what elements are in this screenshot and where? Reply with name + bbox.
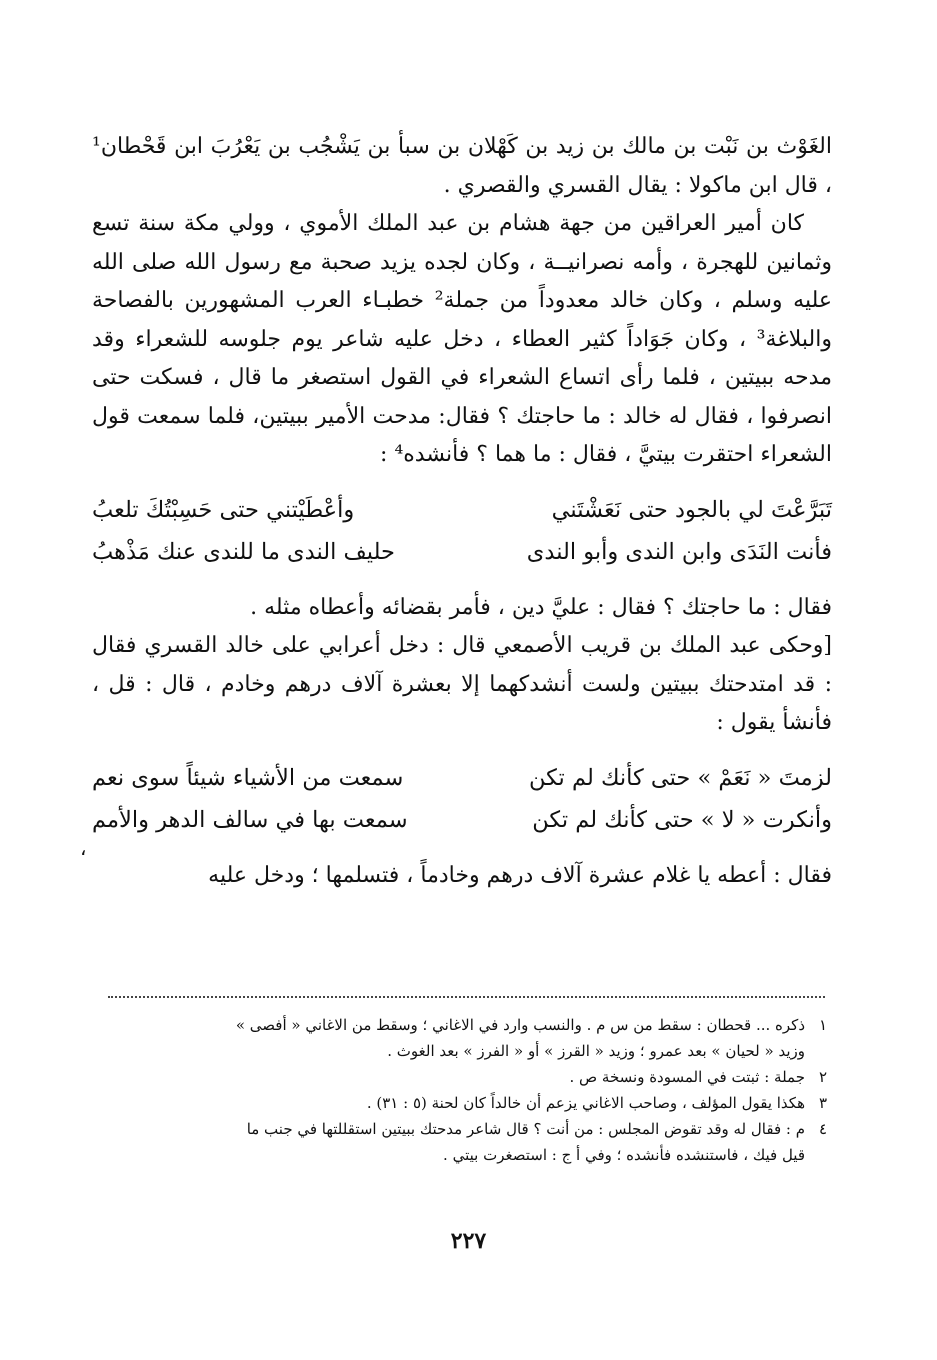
footnote-number: ٢: [818, 1068, 827, 1086]
paragraph-closing: فقال : أعطه يا غلام عشرة آلاف درهم وخادماً ، فتسلمها ؛ ودخل عليه: [208, 862, 832, 888]
footnote-item: [107, 1116, 827, 1168]
verse-first-hemistich: فأنت النَدَى وابن الندى وأبو الندى: [526, 538, 832, 565]
poem-1: [92, 489, 832, 573]
verse-second-hemistich: سمعت بها في سالف الدهر والأمم: [92, 806, 408, 833]
footnote-line: ذكره ... قحطان : سقط من س م . والنسب وارد في الاغاني ؛ وسقط من الاغاني « أفصى »: [235, 1016, 805, 1034]
main-text: [92, 128, 832, 895]
paragraph-asmai: [وحكى عبد الملك بن قريب الأصمعي قال : دخل أعرابي على خالد القسري فقال : قد امتدحتك ببيتين ولست أنشدكهما إلا بعشرة آلاف درهم وخادم ، قال : قل ، فأنشأ يقول :: [92, 633, 832, 735]
verse-second-hemistich: حليف الندى ما للندى عنك مَذْهبُ: [92, 538, 395, 565]
verse-second-hemistich: سمعت من الأشياء شيئاً سوى نعم: [92, 764, 404, 791]
verse-line: [92, 799, 832, 841]
verse-second-hemistich: وأعْطَيْتني حتى حَسِبْتُكَ تلعبُ: [92, 496, 355, 523]
footnote-item: [107, 1012, 827, 1064]
poem-2: [92, 757, 832, 841]
footnotes: [107, 1012, 827, 1168]
footnote-line: هكذا يقول المؤلف ، وصاحب الاغاني يزعم أن خالداً كان لحنة (٥ : ٣١) .: [366, 1094, 805, 1112]
verse-line: [92, 757, 832, 799]
footnote-line: م : فقال له وقد تقوض المجلس : من أنت ؟ قال شاعر مدحتك ببيتين استقللتها في جنب ما: [246, 1120, 805, 1138]
paragraph-lineage: الغَوْث بن نَبْت بن مالك بن زيد بن كَهْلان بن سبأ بن يَشْجُب بن يَعْرُبَ ابن قَحْطان¹ ، قال ابن ماكولا : يقال القسري والقصري .: [92, 134, 832, 198]
footnote-line: جملة : ثبتت في المسودة ونسخة ص .: [569, 1068, 805, 1086]
page-number: ٢٢٧: [450, 1228, 487, 1254]
footnote-item: [107, 1090, 827, 1116]
footnote-line: وزيد « لحيان » بعد عمرو ؛ وزيد « القرز » أو « الفرز » بعد الغوث .: [387, 1042, 805, 1060]
paragraph-biography: كان أمير العراقين من جهة هشام بن عبد الملك الأموي ، وولي مكة سنة تسع وثمانين للهجرة ، وأمه نصرانيــة ، وكان لجده يزيد صحبة مع رسول الله صلى الله عليه وسلم ، وكان خالد معدوداً من جملة² خطبـاء العرب المشهورين بالفصاحة والبلاغة³ ، وكان جَوَاداً كثير العطاء ، دخل عليه شاعر يوم جلوسه للشعراء وقد مدحه ببيتين ، فلما رأى اتساع الشعراء في القول استصغر ما قال ، فسكت حتى انصرفوا ، فقال له خالد : ما حاجتك ؟ فقال: مدحت الأمير ببيتين، فلما سمعت قول الشعراء احتقرت بيتيَّ ، فقال : ما هما ؟ فأنشده⁴ :: [92, 211, 833, 467]
footnote-item: [107, 1064, 827, 1090]
footnote-separator: [108, 996, 825, 998]
verse-first-hemistich: لزمتَ « نَعَمْ » حتى كأنك لم تكن: [529, 764, 832, 791]
verse-first-hemistich: وأنكرت « لا » حتى كأنك لم تكن: [532, 806, 832, 833]
paragraph-response: فقال : ما حاجتك ؟ فقال : عليَّ دين ، فأمر بقضائه وأعطاه مثله .: [250, 594, 832, 620]
footnote-number: ٣: [818, 1094, 827, 1112]
verse-line: [92, 531, 832, 573]
verse-line: [92, 489, 832, 531]
footnote-line: قيل فيك ، فاستنشده فأنشده ؛ وفي أ ج : استصغرت بيتي .: [443, 1146, 805, 1164]
verse-first-hemistich: تَبَرَّعْتَ لي بالجود حتى نَعَشْتَني: [551, 496, 832, 523]
margin-mark: ،: [80, 836, 87, 860]
footnote-number: ٤: [818, 1120, 827, 1138]
footnote-number: ١: [818, 1016, 827, 1034]
